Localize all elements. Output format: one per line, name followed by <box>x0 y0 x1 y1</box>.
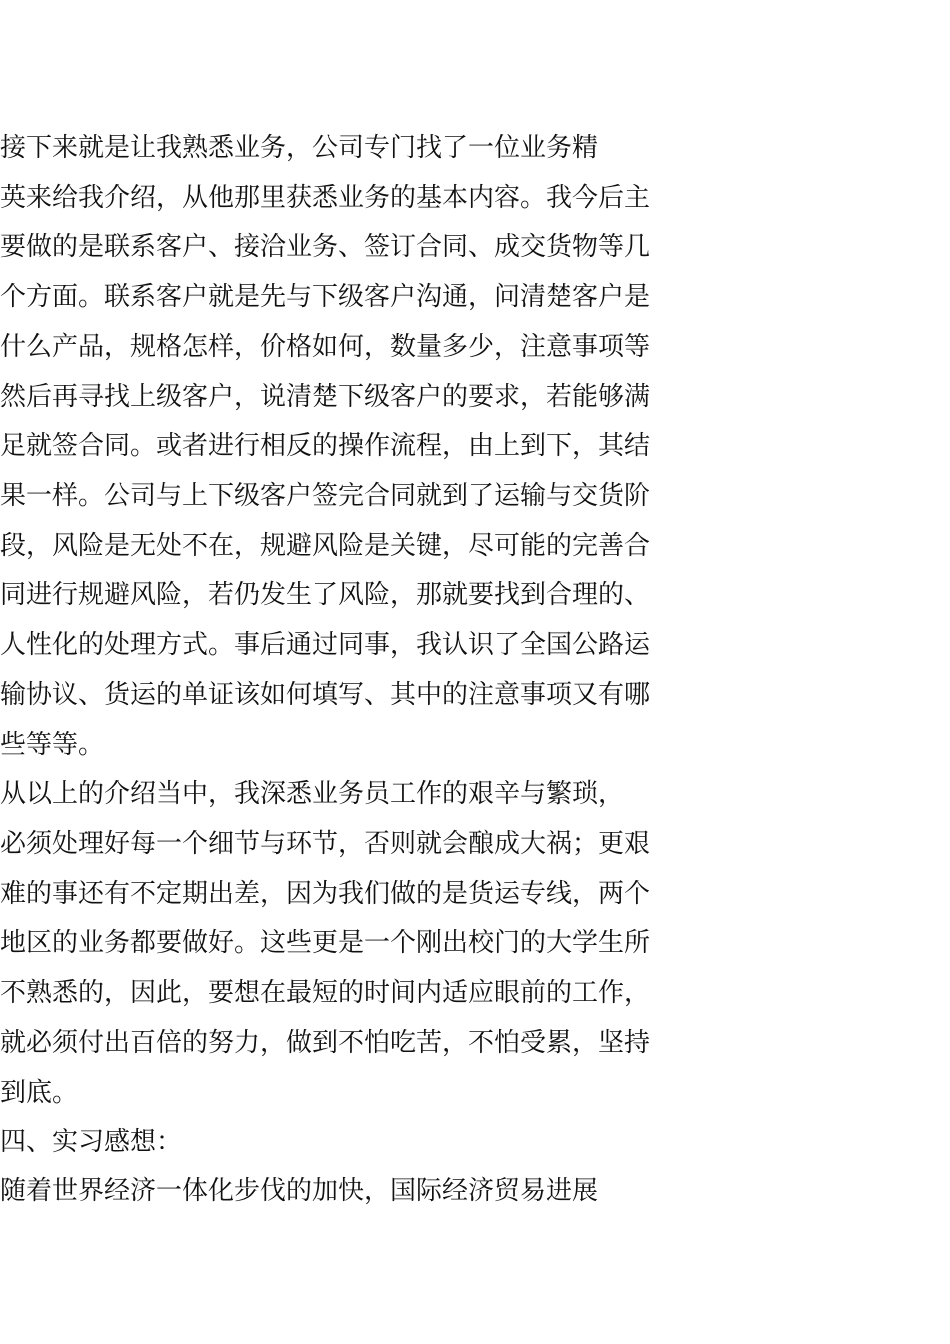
paragraph-line: 足就签合同。或者进行相反的操作流程，由上到下，其结 <box>0 431 651 461</box>
section-heading: 四、实习感想： <box>0 1127 183 1157</box>
paragraph-line: 个方面。联系客户就是先与下级客户沟通，问清楚客户是 <box>0 282 651 312</box>
paragraph-line: 不熟悉的，因此，要想在最短的时间内适应眼前的工作， <box>0 978 651 1008</box>
paragraph-line: 同进行规避风险，若仍发生了风险，那就要找到合理的、 <box>0 580 651 610</box>
paragraph-line: 段，风险是无处不在，规避风险是关键，尽可能的完善合 <box>0 531 651 561</box>
paragraph-line: 地区的业务都要做好。这些更是一个刚出校门的大学生所 <box>0 928 651 958</box>
paragraph-line: 到底。 <box>0 1078 79 1108</box>
paragraph-line: 必须处理好每一个细节与环节，否则就会酿成大祸；更艰 <box>0 829 651 859</box>
paragraph-line: 英来给我介绍，从他那里获悉业务的基本内容。我今后主 <box>0 183 651 213</box>
paragraph-line: 从以上的介绍当中，我深悉业务员工作的艰辛与繁琐， <box>0 779 625 809</box>
paragraph-line: 难的事还有不定期出差，因为我们做的是货运专线，两个 <box>0 879 651 909</box>
paragraph-line: 就必须付出百倍的努力，做到不怕吃苦，不怕受累，坚持 <box>0 1028 651 1058</box>
paragraph-line: 什么产品，规格怎样，价格如何，数量多少，注意事项等 <box>0 332 651 362</box>
paragraph-line: 果一样。公司与上下级客户签完合同就到了运输与交货阶 <box>0 481 651 511</box>
paragraph-line: 人性化的处理方式。事后通过同事，我认识了全国公路运 <box>0 630 651 660</box>
paragraph-line: 输协议、货运的单证该如何填写、其中的注意事项又有哪 <box>0 680 651 710</box>
paragraph-line: 然后再寻找上级客户，说清楚下级客户的要求，若能够满 <box>0 382 651 412</box>
paragraph-line: 随着世界经济一体化步伐的加快，国际经济贸易进展 <box>0 1176 599 1206</box>
paragraph-line: 些等等。 <box>0 730 105 760</box>
paragraph-line: 要做的是联系客户、接洽业务、签订合同、成交货物等几 <box>0 232 651 262</box>
paragraph-line: 接下来就是让我熟悉业务，公司专门找了一位业务精 <box>0 133 599 163</box>
